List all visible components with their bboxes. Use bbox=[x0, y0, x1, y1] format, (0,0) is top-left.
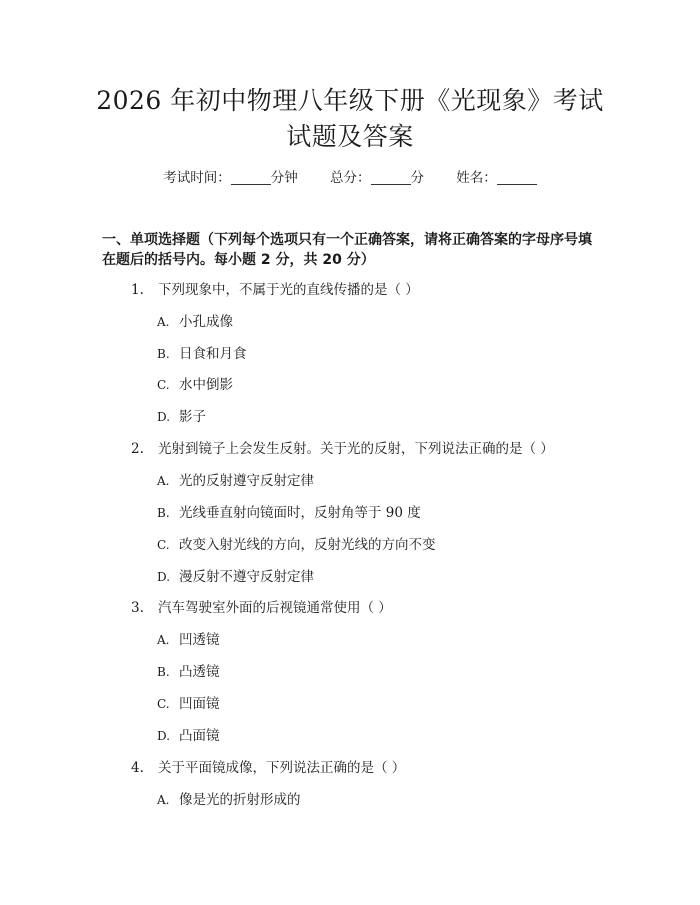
question-4-option-a bbox=[157, 790, 301, 810]
option-text: 凹透镜 bbox=[179, 632, 220, 648]
question-2-option-a bbox=[157, 471, 314, 491]
question-1 bbox=[131, 280, 419, 300]
option-letter: B. bbox=[157, 665, 170, 679]
option-text: 像是光的折射形成的 bbox=[179, 792, 301, 808]
question-3-option-d bbox=[157, 726, 220, 746]
exam-time-unit: 分钟 bbox=[270, 170, 298, 186]
question-text: 下列现象中，不属于光的直线传播的是（ ） bbox=[158, 282, 419, 298]
exam-time-label: 考试时间： bbox=[163, 170, 231, 186]
question-2-option-b bbox=[157, 503, 421, 523]
question-3-option-b bbox=[157, 662, 220, 682]
question-4 bbox=[131, 758, 405, 778]
option-letter: C. bbox=[157, 538, 170, 552]
option-letter: A. bbox=[157, 633, 170, 647]
total-score-label: 总分： bbox=[330, 170, 371, 186]
question-text: 光射到镜子上会发生反射。关于光的反射，下列说法正确的是（ ） bbox=[158, 441, 554, 457]
exam-info-line bbox=[0, 168, 700, 188]
option-letter: B. bbox=[157, 506, 170, 520]
total-score-field bbox=[330, 168, 424, 188]
option-text: 水中倒影 bbox=[179, 377, 233, 393]
student-name-blank bbox=[497, 184, 537, 185]
section-heading-line-2: 在题后的括号内。每小题 2 分，共 20 分） bbox=[102, 252, 375, 268]
option-text: 日食和月食 bbox=[179, 346, 247, 362]
option-text: 小孔成像 bbox=[179, 314, 233, 330]
question-text: 汽车驾驶室外面的后视镜通常使用（ ） bbox=[158, 600, 392, 616]
exam-time-blank bbox=[231, 184, 271, 185]
question-1-option-d bbox=[157, 407, 206, 427]
exam-title-line-1: 2026 年初中物理八年级下册《光现象》考试 bbox=[96, 86, 604, 115]
question-number: 4. bbox=[131, 760, 144, 776]
option-letter: A. bbox=[157, 315, 170, 329]
option-text: 凸面镜 bbox=[179, 728, 220, 744]
option-letter: A. bbox=[157, 793, 170, 807]
option-text: 凸透镜 bbox=[179, 664, 220, 680]
question-number: 2. bbox=[131, 441, 144, 457]
option-text: 光的反射遵守反射定律 bbox=[179, 473, 314, 489]
question-3-option-a bbox=[157, 630, 220, 650]
question-1-option-a bbox=[157, 312, 233, 332]
exam-time-field bbox=[163, 168, 298, 188]
question-text: 关于平面镜成像，下列说法正确的是（ ） bbox=[158, 760, 406, 776]
question-number: 1. bbox=[131, 282, 144, 298]
exam-title-line-2: 试题及答案 bbox=[286, 122, 414, 151]
question-3 bbox=[131, 598, 392, 618]
total-score-unit: 分 bbox=[410, 170, 424, 186]
option-letter: C. bbox=[157, 697, 170, 711]
option-text: 凹面镜 bbox=[179, 696, 220, 712]
total-score-blank bbox=[371, 184, 411, 185]
option-letter: D. bbox=[157, 570, 171, 584]
question-2-option-c bbox=[157, 535, 436, 555]
option-text: 改变入射光线的方向，反射光线的方向不变 bbox=[179, 537, 436, 553]
question-1-option-b bbox=[157, 344, 247, 364]
question-3-option-c bbox=[157, 694, 220, 714]
option-text: 光线垂直射向镜面时，反射角等于 90 度 bbox=[179, 505, 421, 521]
question-2-option-d bbox=[157, 567, 314, 587]
question-2 bbox=[131, 439, 554, 459]
option-letter: D. bbox=[157, 729, 171, 743]
question-number: 3. bbox=[131, 600, 144, 616]
question-1-option-c bbox=[157, 375, 233, 395]
option-letter: D. bbox=[157, 410, 171, 424]
option-text: 影子 bbox=[179, 409, 206, 425]
student-name-label: 姓名： bbox=[456, 170, 497, 186]
option-letter: C. bbox=[157, 378, 170, 392]
option-letter: A. bbox=[157, 474, 170, 488]
option-text: 漫反射不遵守反射定律 bbox=[179, 569, 314, 585]
student-name-field bbox=[456, 168, 537, 188]
option-letter: B. bbox=[157, 347, 170, 361]
section-heading-line-1: 一、单项选择题（下列每个选项只有一个正确答案，请将正确答案的字母序号填 bbox=[102, 232, 592, 248]
